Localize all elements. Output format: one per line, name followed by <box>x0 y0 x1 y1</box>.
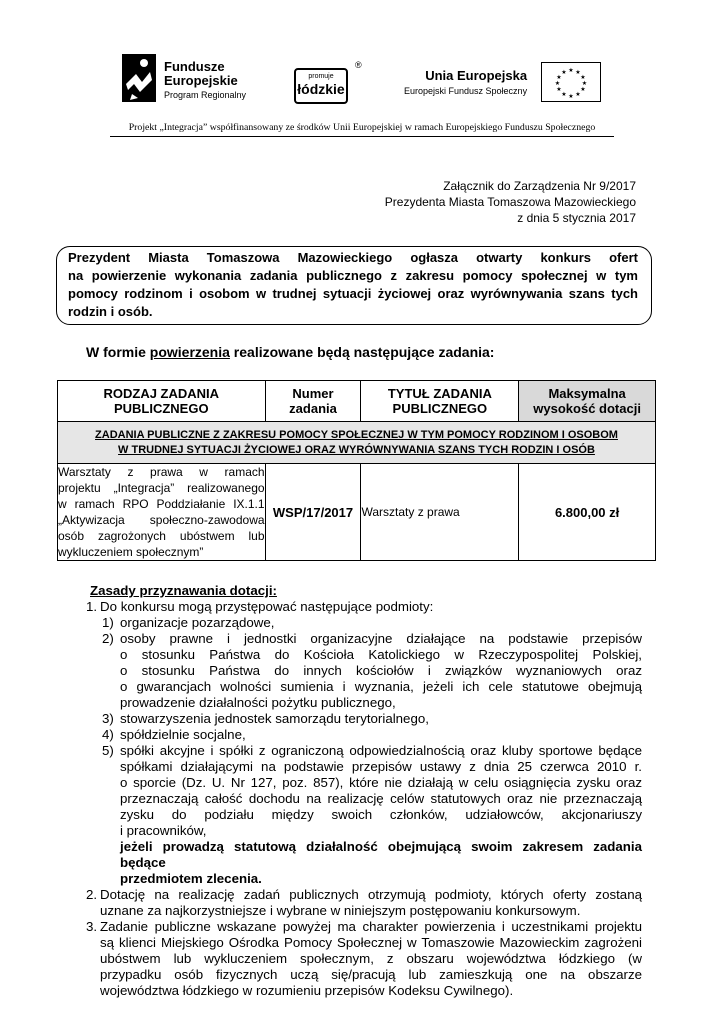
svg-text:★: ★ <box>568 67 574 74</box>
table-row <box>58 464 656 561</box>
svg-text:★: ★ <box>556 74 562 81</box>
item-4-text: spółdzielnie socjalne, <box>120 727 246 742</box>
table-header-row <box>58 381 656 422</box>
header-task-title <box>361 381 519 422</box>
announcement-text <box>68 249 638 321</box>
rule-1-number: 1. <box>86 599 98 614</box>
task-desc-line: w ramach RPO Poddziałanie IX.1.1 <box>58 497 265 511</box>
table-section-row <box>58 422 656 464</box>
intro-underlined: powierzenia <box>149 344 230 360</box>
condition-line: jeżeli prowadzą statutową działalność obejmującą swoim zakresem zadania będące <box>120 839 642 870</box>
item-5-line: spółkami działającymi na podstawie przepisów ustawy z dnia 25 czerwca 2010 r. <box>120 759 642 774</box>
rule-1-text: Do konkursu mogą przystępować następujące podmioty: <box>100 599 434 614</box>
svg-text:★: ★ <box>581 80 588 87</box>
item-1-text: organizacje pozarządowe, <box>120 615 275 630</box>
item-2-line: osoby prawne i jednostki organizacyjne działające na podstawie przepisów <box>120 631 642 646</box>
rule-2 <box>86 887 642 919</box>
header-task-type-line2: PUBLICZNEGO <box>113 401 209 416</box>
svg-text:★: ★ <box>561 91 567 98</box>
logo-ue-line1: Unia Europejska <box>425 68 528 83</box>
task-desc-line: Warsztaty z prawa w ramach <box>58 465 265 479</box>
item-2-line: o stosunku Państwa do Kościoła Katolickiego w Rzeczypospolitej Polskiej, <box>120 647 642 662</box>
rule-2-number: 2. <box>86 887 98 902</box>
header-task-type-line1: RODZAJ ZADANIA <box>103 386 220 401</box>
section-line2: W TRUDNEJ SYTUACJI ŻYCIOWEJ ORAZ WYRÓWNYWANIA SZANS TYCH RODZIN I OSÓB <box>118 443 595 456</box>
item-5-line: spółki akcyjne i spółki z ograniczoną odpowiedzialnością oraz kluby sportowe będące <box>120 743 642 758</box>
fundusze-europejskie-logo-text <box>164 60 246 102</box>
svg-text:★: ★ <box>568 93 574 100</box>
rule-2-line: uznane za najkorzystniejsze i wybrane w niniejszym postępowaniu konkursowym. <box>100 903 581 918</box>
svg-text:★: ★ <box>575 91 581 98</box>
tasks-intro <box>86 344 494 360</box>
condition-line: przedmiotem zlecenia. <box>120 871 262 886</box>
item-2-line: prowadzenie działalności pożytku publicznego, <box>120 695 396 710</box>
logo-lodz-big: łódzkie <box>297 81 345 97</box>
task-desc-line: wykluczeniem społecznym” <box>58 545 204 559</box>
header-task-number-line2: zadania <box>289 401 337 416</box>
header-task-title-line1: TYTUŁ ZADANIA <box>387 386 492 401</box>
section-heading <box>58 422 656 464</box>
item-3-text: stowarzyszenia jednostek samorządu terytorialnego, <box>120 711 429 726</box>
svg-text:★: ★ <box>554 80 561 87</box>
tasks-table <box>57 380 656 561</box>
attachment-reference <box>385 178 636 226</box>
logo-fe-line3: Program Regionalny <box>164 90 247 100</box>
task-desc-line: osób zagrożonych ubóstwem lub <box>58 529 265 543</box>
rule-1 <box>86 599 642 615</box>
logo-lodz-small: promuje <box>308 73 334 80</box>
item-2-number: 2) <box>102 631 114 646</box>
svg-text:★: ★ <box>556 86 562 93</box>
header-max-grant <box>519 381 656 422</box>
task-desc-line: projektu „Integracja” realizowanego <box>58 481 265 495</box>
logo-fe-line1: Fundusze <box>164 59 225 74</box>
header-task-title-line2: PUBLICZNEGO <box>392 401 488 416</box>
rule-1-condition <box>86 839 642 887</box>
rule-3-line: przypadku osób fizycznych uczą się/pracują lub zamieszkują one na obszarze <box>100 967 642 982</box>
grant-rules <box>86 583 642 999</box>
rule-1-item-2 <box>86 631 642 711</box>
header-task-type <box>58 381 266 422</box>
rule-3-line: ubóstwem lub wykluczeniem społecznym, z obszaru województwa łódzkiego (w <box>100 951 642 966</box>
task-title: Warsztaty z prawa <box>361 464 519 561</box>
item-4-number: 4) <box>102 727 114 742</box>
announcement-line2: na powierzenie wykonania zadania publicznego z zakresu pomocy społecznej w tym <box>68 268 638 283</box>
task-max-amount: 6.800,00 zł <box>519 464 656 561</box>
header-task-number-line1: Numer <box>292 386 334 401</box>
intro-suffix: realizowane będą następujące zadania: <box>229 344 495 360</box>
eu-flag-icon <box>541 62 601 102</box>
task-description <box>58 464 266 561</box>
item-5-number: 5) <box>102 743 114 758</box>
rule-1-item-5 <box>86 743 642 839</box>
rules-heading: Zasady przyznawania dotacji: <box>90 583 277 598</box>
item-2-line: o gwarancjach wolności sumienia i wyznania, jeżeli ich cele statutowe obejmują <box>120 679 642 694</box>
item-2-line: o stosunku Państwa do innych kościołów i związków wyznaniowych oraz <box>120 663 642 678</box>
header-max-grant-line2: wysokość dotacji <box>533 401 641 416</box>
rule-3-line: województwa łódzkiego w rozumieniu przepisów Kodeksu Cywilnego). <box>100 983 514 998</box>
svg-text:★: ★ <box>580 74 586 81</box>
header-max-grant-line1: Maksymalna <box>548 386 626 401</box>
logo-fe-line2: Europejskie <box>164 73 238 88</box>
item-3-number: 3) <box>102 711 114 726</box>
logo-ue-line2: Europejski Fundusz Społeczny <box>404 86 528 96</box>
rule-3-line: Zadanie publiczne wskazane powyżej ma charakter powierzenia i uczestnikami projektu <box>100 919 642 934</box>
rule-1-item-1 <box>86 615 642 631</box>
announcement-line3: pomocy rodzinom i osobom w trudnej sytuacji życiowej oraz wyrównywania szans tych <box>68 286 638 301</box>
promuje-lodzkie-logo <box>294 68 348 104</box>
task-desc-line: „Aktywizacja społeczno-zawodowa <box>58 513 265 527</box>
rule-1-item-4 <box>86 727 642 743</box>
attachment-line3: z dnia 5 stycznia 2017 <box>517 211 636 225</box>
item-5-line: przeznaczają całość dochodu na realizację celów statutowych oraz nie przeznaczają <box>120 791 642 806</box>
item-5-line: i pracowników, <box>120 823 207 838</box>
item-5-line: o sporcie (Dz. U. Nr 127, poz. 857), które nie działają w celu osiągnięcia zysku oraz <box>120 775 642 790</box>
item-5-line: zysku do podziału między swoich członków, udziałowców, akcjonariuszy <box>120 807 642 822</box>
header-divider <box>110 136 614 137</box>
attachment-line1: Załącznik do Zarządzenia Nr 9/2017 <box>443 179 636 193</box>
section-line1: ZADANIA PUBLICZNE Z ZAKRESU POMOCY SPOŁECZNEJ W TYM POMOCY RODZINOM I OSOBOM <box>95 428 618 441</box>
registered-mark: ® <box>355 60 362 70</box>
svg-text:★: ★ <box>580 86 586 93</box>
fundusze-europejskie-emblem-icon <box>122 54 156 102</box>
rule-3 <box>86 919 642 999</box>
rule-3-number: 3. <box>86 919 98 934</box>
task-number: WSP/17/2017 <box>265 464 361 561</box>
item-1-number: 1) <box>102 615 114 630</box>
rule-2-line: Dotację na realizację zadań publicznych otrzymują podmioty, których oferty zostaną <box>100 887 642 902</box>
rule-1-item-3 <box>86 711 642 727</box>
intro-prefix: W formie <box>86 344 150 360</box>
attachment-line2: Prezydenta Miasta Tomaszowa Mazowieckiego <box>384 195 636 209</box>
svg-text:★: ★ <box>575 69 581 76</box>
rule-3-line: są klienci Miejskiego Ośrodka Pomocy Społecznej w Tomaszowie Mazowieckim zagrożeni <box>100 935 642 950</box>
announcement-line1: Prezydent Miasta Tomaszowa Mazowieckiego ogłasza otwarty konkurs ofert <box>68 250 638 265</box>
announcement-line4: rodzin i osób. <box>68 304 153 319</box>
header-task-number <box>265 381 361 422</box>
unia-europejska-logo-text <box>404 68 527 96</box>
svg-text:★: ★ <box>561 69 567 76</box>
project-cofinancing-line: Projekt „Integracja” współfinansowany ze środków Unii Europejskiej w ramach Europejskiego Funduszu Społecznego <box>128 122 596 133</box>
